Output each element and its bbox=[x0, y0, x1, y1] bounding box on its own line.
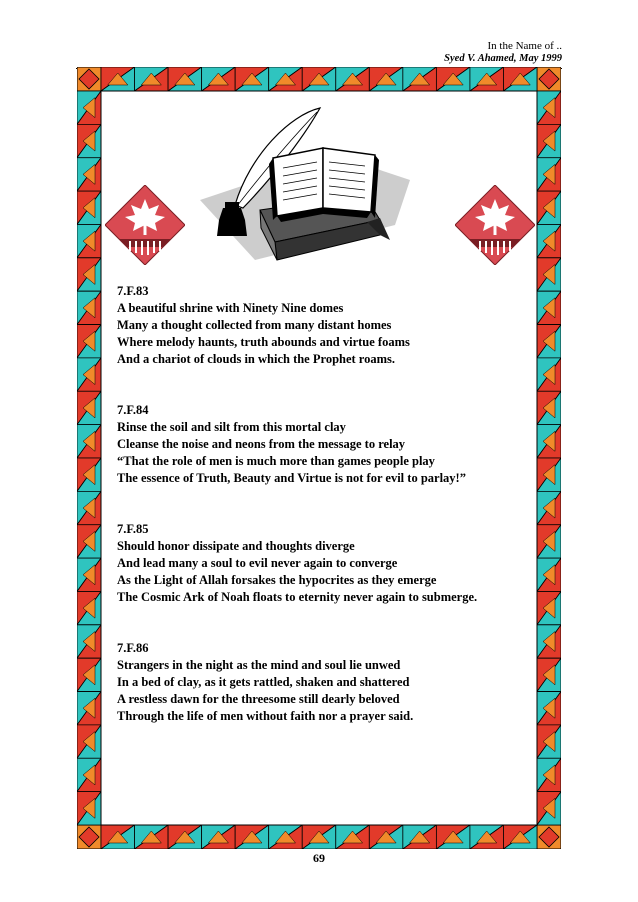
header-author: Syed V. Ahamed, May 1999 bbox=[444, 53, 562, 64]
verse-line: The essence of Truth, Beauty and Virtue is not for evil to parlay!” bbox=[117, 471, 466, 485]
verse-line: “That the role of men is much more than games people play bbox=[117, 454, 435, 468]
verse-line: Should honor dissipate and thoughts diverge bbox=[117, 539, 355, 553]
verse-line: Where melody haunts, truth abounds and virtue foams bbox=[117, 335, 410, 349]
stanza-id: 7.F.85 bbox=[117, 522, 149, 536]
page-number: 69 bbox=[313, 851, 325, 865]
stanza-7f84 bbox=[117, 402, 557, 487]
verse-line: As the Light of Allah forsakes the hypocrites as they emerge bbox=[117, 573, 437, 587]
maple-leaf-emblem-right bbox=[455, 185, 535, 265]
verse-line: And lead many a soul to evil never again to converge bbox=[117, 556, 398, 570]
stanza-7f83 bbox=[117, 283, 557, 368]
verse-line: Through the life of men without faith nor a prayer said. bbox=[117, 709, 414, 723]
verse-line: And a chariot of clouds in which the Prophet roams. bbox=[117, 352, 396, 366]
verse-line: Rinse the soil and silt from this mortal clay bbox=[117, 420, 346, 434]
stanza-id: 7.F.86 bbox=[117, 641, 149, 655]
stanza-id: 7.F.84 bbox=[117, 403, 149, 417]
verse-line: A restless dawn for the threesome still dearly beloved bbox=[117, 692, 400, 706]
maple-leaf-emblem-left bbox=[105, 185, 185, 265]
stanza-7f86 bbox=[117, 640, 557, 725]
books-quill-inkwell-illustration bbox=[195, 100, 425, 275]
verses bbox=[117, 283, 557, 759]
verse-line: Strangers in the night as the mind and soul lie unwed bbox=[117, 658, 401, 672]
verse-line: The Cosmic Ark of Noah floats to eternity never again to submerge. bbox=[117, 590, 478, 604]
verse-line: Cleanse the noise and neons from the message to relay bbox=[117, 437, 406, 451]
verse-line: Many a thought collected from many distant homes bbox=[117, 318, 392, 332]
stanza-id: 7.F.83 bbox=[117, 284, 149, 298]
header-title: In the Name of .. bbox=[487, 40, 562, 52]
stanza-7f85 bbox=[117, 521, 557, 606]
verse-line: A beautiful shrine with Ninety Nine domes bbox=[117, 301, 344, 315]
verse-line: In a bed of clay, as it gets rattled, shaken and shattered bbox=[117, 675, 410, 689]
